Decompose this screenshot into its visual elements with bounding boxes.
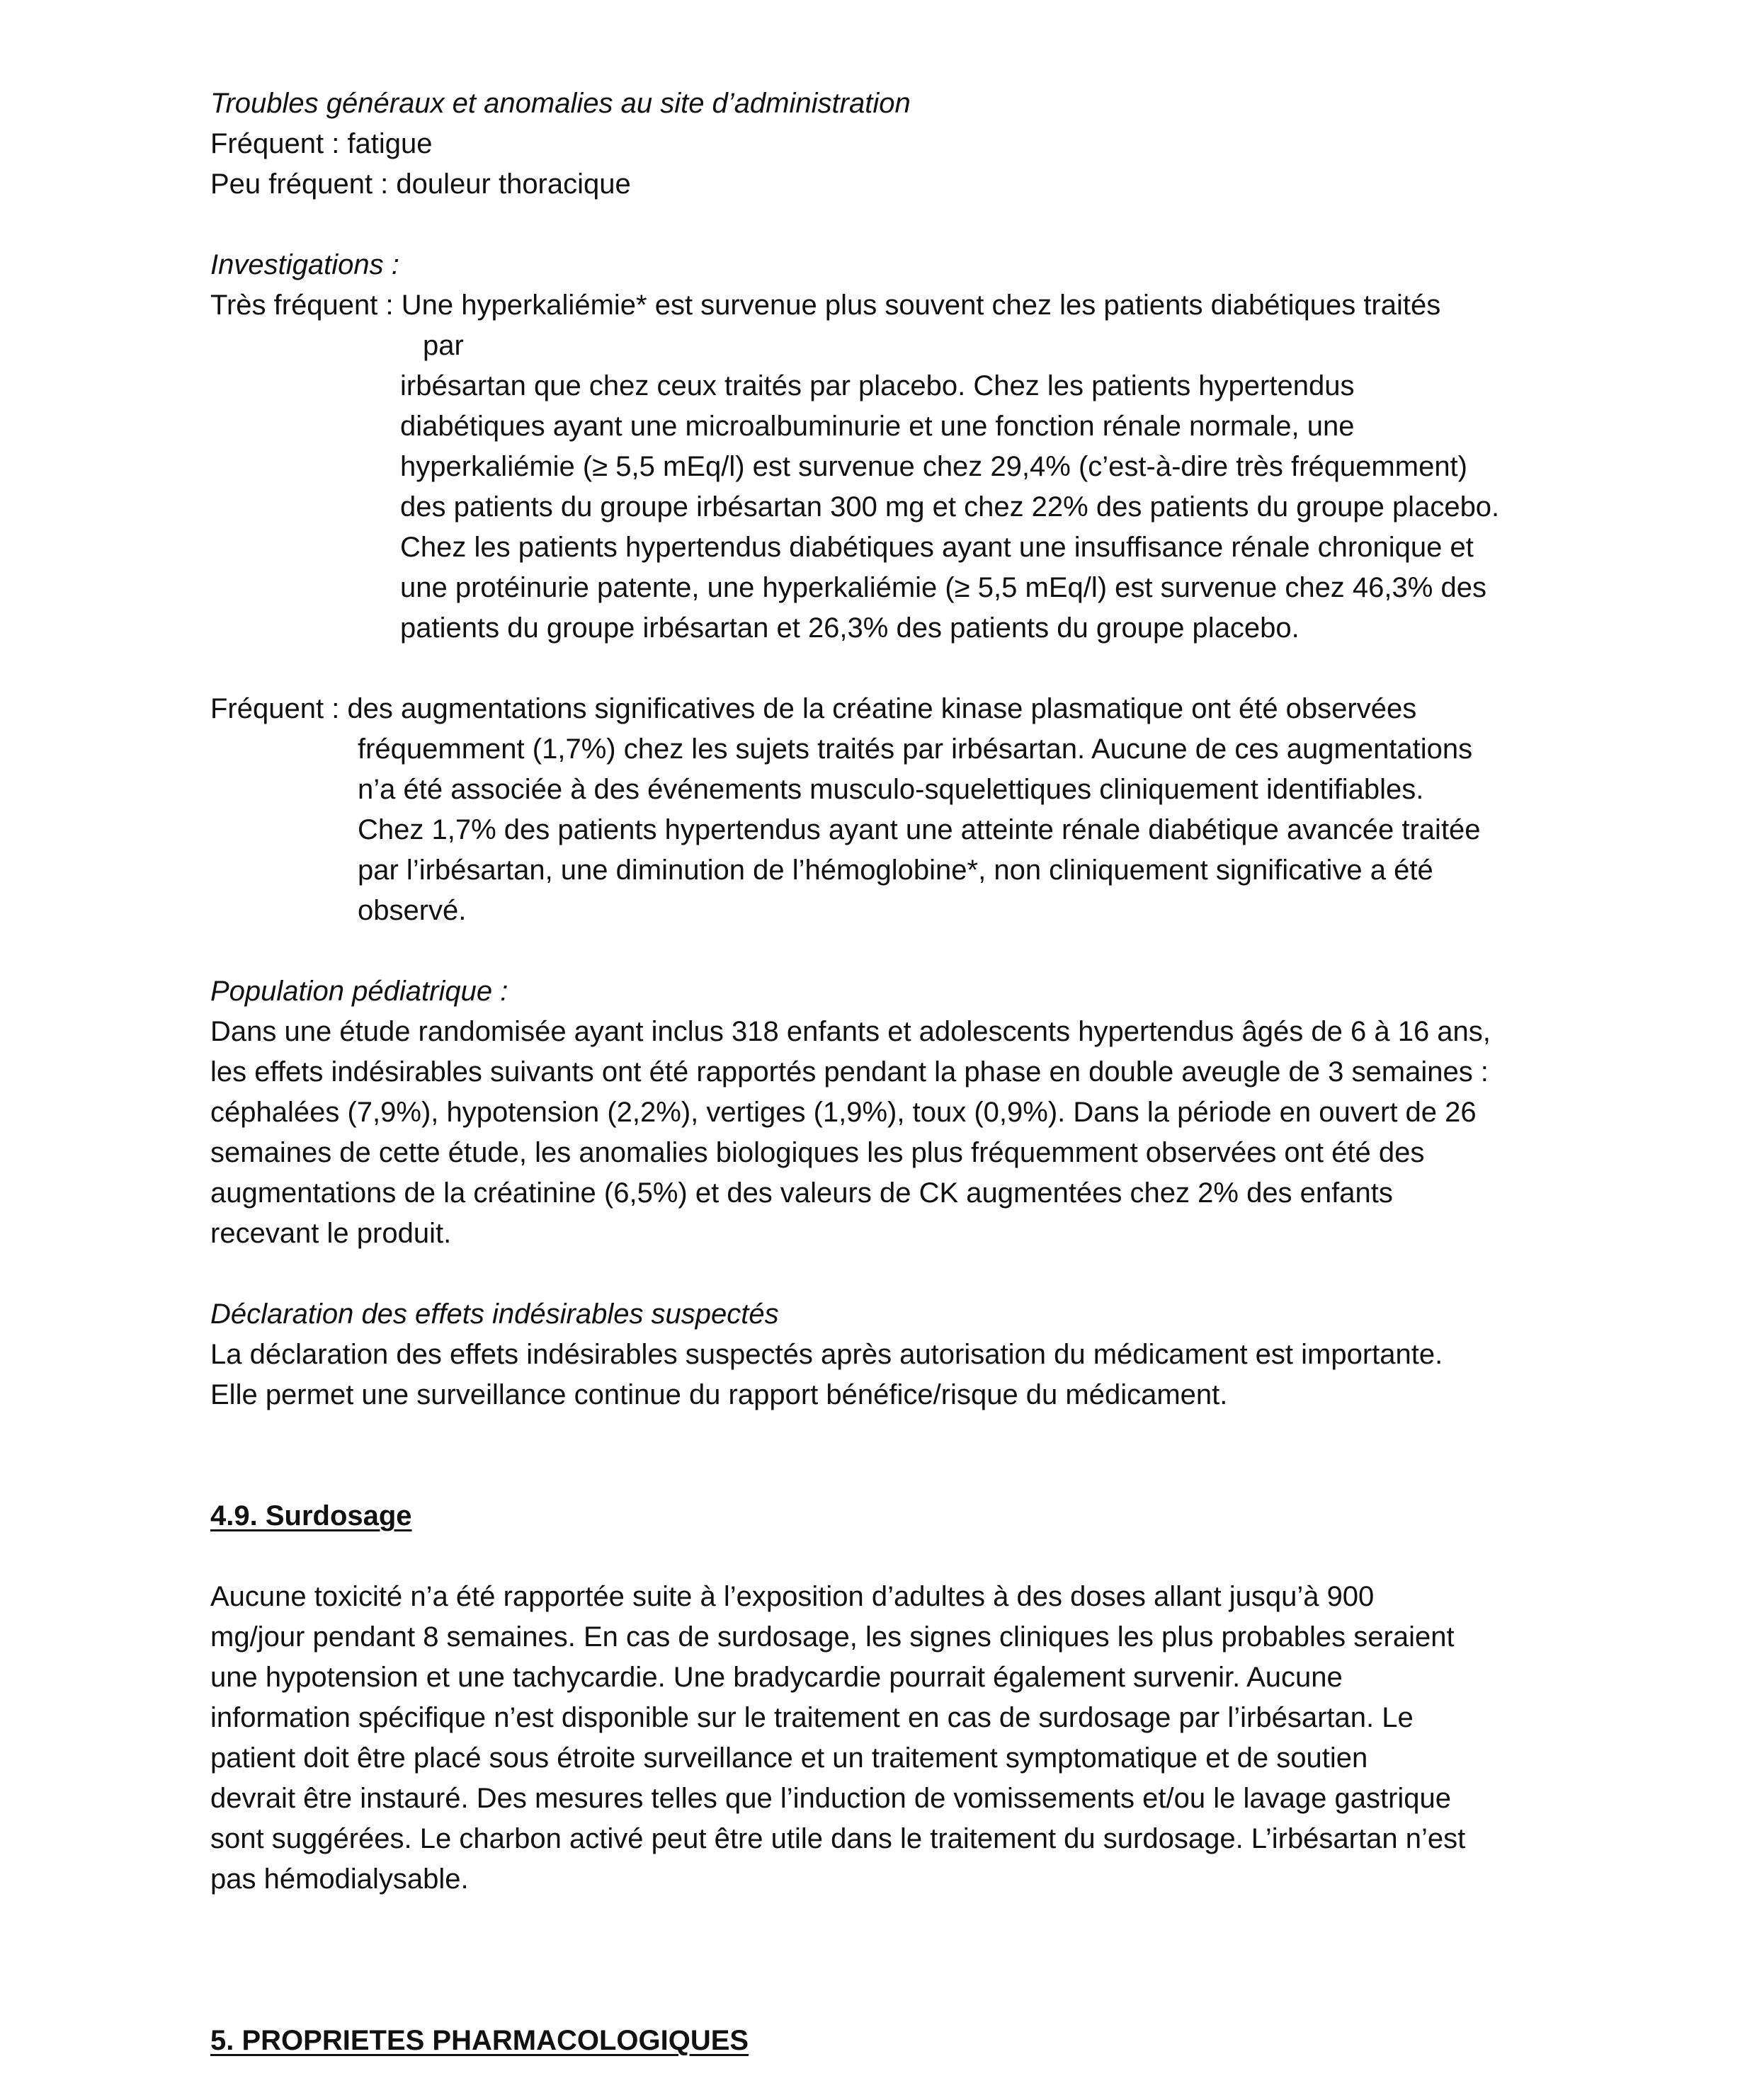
paragraph-line: Chez les patients hypertendus diabétiques ayant une insuffisance rénale chronique et [400, 532, 1474, 563]
paragraph-line: céphalées (7,9%), hypotension (2,2%), vertiges (1,9%), toux (0,9%). Dans la période en ouvert de 26 [210, 1097, 1477, 1128]
paragraph-line: recevant le produit. [210, 1218, 452, 1249]
paragraph-line: semaines de cette étude, les anomalies biologiques les plus fréquemment observées ont été des [210, 1137, 1425, 1168]
subsection-title: Population pédiatrique : [210, 976, 508, 1007]
section-investigations [210, 245, 1570, 931]
paragraph-line: Fréquent : des augmentations significatives de la créatine kinase plasmatique ont été observées [210, 693, 1417, 724]
paragraph-line: devrait être instauré. Des mesures telles que l’induction de vomissements et/ou le lavage gastrique [210, 1783, 1452, 1814]
paragraph-line: Fréquent : fatigue [210, 128, 433, 159]
section-proprietes-pharmacologiques [210, 2021, 1570, 2061]
paragraph-line: par l’irbésartan, une diminution de l’hémoglobine*, non cliniquement significative a été [358, 855, 1433, 886]
paragraph-line: une hypotension et une tachycardie. Une bradycardie pourrait également survenir. Aucune [210, 1662, 1343, 1693]
paragraph-line: les effets indésirables suivants ont été rapportés pendant la phase en double aveugle de 3 semaines : [210, 1056, 1489, 1088]
paragraph-line: mg/jour pendant 8 semaines. En cas de surdosage, les signes cliniques les plus probables seraient [210, 1621, 1455, 1653]
paragraph-line: pas hémodialysable. [210, 1864, 469, 1895]
document-page [210, 84, 1570, 2061]
paragraph-line: diabétiques ayant une microalbuminurie et une fonction rénale normale, une [400, 411, 1355, 442]
section-heading: 4.9. Surdosage [210, 1500, 412, 1531]
subsection-title: Troubles généraux et anomalies au site d’administration [210, 88, 911, 119]
paragraph-line: par [423, 330, 464, 361]
subsection-title: Investigations : [210, 249, 399, 280]
paragraph-line: irbésartan que chez ceux traités par placebo. Chez les patients hypertendus [400, 370, 1355, 401]
paragraph-line: des patients du groupe irbésartan 300 mg et chez 22% des patients du groupe placebo. [400, 491, 1500, 523]
paragraph-line: patient doit être placé sous étroite surveillance et un traitement symptomatique et de soutien [210, 1742, 1368, 1774]
paragraph-line: Chez 1,7% des patients hypertendus ayant une atteinte rénale diabétique avancée traitée [358, 814, 1481, 845]
section-troubles-generaux [210, 84, 1570, 205]
paragraph-line: information spécifique n’est disponible sur le traitement en cas de surdosage par l’irbésartan. Le [210, 1702, 1414, 1733]
paragraph-line: hyperkaliémie (≥ 5,5 mEq/l) est survenue chez 29,4% (c’est-à-dire très fréquemment) [400, 451, 1467, 482]
paragraph-line: Dans une étude randomisée ayant inclus 318 enfants et adolescents hypertendus âgés de 6 à 16 ans, [210, 1016, 1491, 1047]
paragraph-line: Aucune toxicité n’a été rapportée suite à l’exposition d’adultes à des doses allant jusqu’à 900 [210, 1581, 1375, 1612]
paragraph-line: n’a été associée à des événements musculo-squelettiques cliniquement identifiables. [358, 774, 1424, 805]
paragraph-line: La déclaration des effets indésirables suspectés après autorisation du médicament est importante. [210, 1339, 1443, 1370]
paragraph-line: une protéinurie patente, une hyperkaliémie (≥ 5,5 mEq/l) est survenue chez 46,3% des [400, 572, 1486, 603]
paragraph-line: sont suggérées. Le charbon activé peut être utile dans le traitement du surdosage. L’irbésartan n’est [210, 1823, 1466, 1854]
paragraph-line: Peu fréquent : douleur thoracique [210, 169, 631, 200]
paragraph-line: Très fréquent : Une hyperkaliémie* est survenue plus souvent chez les patients diabétiques traités [210, 290, 1441, 321]
section-heading: 5. PROPRIETES PHARMACOLOGIQUES [210, 2025, 749, 2056]
paragraph-line: fréquemment (1,7%) chez les sujets traités par irbésartan. Aucune de ces augmentations [358, 734, 1473, 765]
paragraph-line: patients du groupe irbésartan et 26,3% des patients du groupe placebo. [400, 612, 1300, 644]
section-surdosage [210, 1496, 1570, 1900]
section-population-pediatrique [210, 971, 1570, 1254]
paragraph-line: Elle permet une surveillance continue du rapport bénéfice/risque du médicament. [210, 1379, 1228, 1410]
paragraph-line: observé. [358, 895, 467, 926]
subsection-title: Déclaration des effets indésirables suspectés [210, 1299, 779, 1330]
paragraph-line: augmentations de la créatinine (6,5%) et des valeurs de CK augmentées chez 2% des enfants [210, 1177, 1393, 1209]
section-declaration [210, 1294, 1570, 1415]
